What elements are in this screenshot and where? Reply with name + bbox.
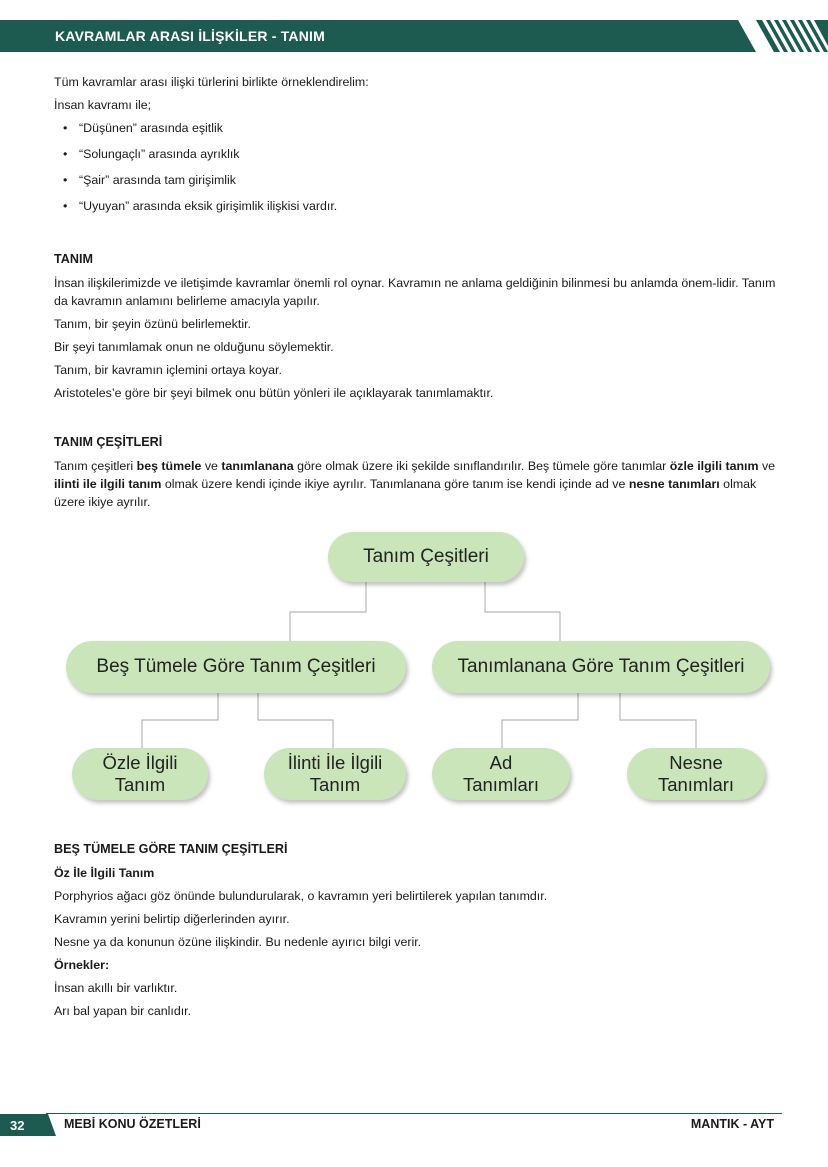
section-title: TANIM — [54, 252, 93, 266]
list-item: • “Uyuyan” arasında eksik girişimlik ilişkisi vardır. — [54, 197, 780, 215]
paragraph: İnsan ilişkilerimizde ve iletişimde kavramlar önemli rol oynar. Kavramın ne anlama geldiğinin bilinmesi bu anlamda önem-lidir. Tanım da kavramın anlamını belirleme amacıyla yapılır. — [54, 276, 776, 308]
footer-subject: MANTIK - AYT — [690, 1117, 774, 1131]
section-title: BEŞ TÜMELE GÖRE TANIM ÇEŞİTLERİ — [54, 842, 288, 856]
diagram-node-bes-tumele: Beş Tümele Göre Tanım Çeşitleri — [66, 641, 406, 693]
sub-title: Öz İle İlgili Tanım — [54, 866, 155, 880]
diagram-leaf-nesne-tanimlari: Nesne Tanımları — [627, 748, 765, 800]
tanim-section — [54, 250, 780, 407]
intro-line: Tüm kavramlar arası ilişki türlerini birlikte örneklendirelim: — [54, 75, 369, 89]
example-line: Arı bal yapan bir canlıdır. — [54, 1004, 192, 1018]
paragraph: Tanım, bir şeyin özünü belirlemektir. — [54, 317, 251, 331]
header-bar — [0, 20, 828, 52]
section-title: TANIM ÇEŞİTLERİ — [54, 435, 163, 449]
footer-series-title: MEBİ KONU ÖZETLERİ — [64, 1117, 201, 1131]
list-item: • “Şair” arasında tam girişimlik — [54, 171, 780, 189]
header-stripes-decoration — [738, 20, 828, 52]
intro-bullet-list — [54, 119, 780, 215]
diagram-leaf-ad-tanimlari: Ad Tanımları — [432, 748, 570, 800]
intro-section — [54, 73, 780, 223]
examples-label: Örnekler: — [54, 958, 110, 972]
footer-divider — [46, 1113, 782, 1114]
paragraph: Tanım çeşitleri beş tümele ve tanımlanana göre olmak üzere iki şekilde sınıflandırılır. Beş tümele göre tanımlar özle ilgili tanım ve ilinti ile ilgili tanım olmak üzere kendi içinde ikiye ayrılır. Tanımlanana göre tanım ise kendi içinde ad ve nesne tanımları olmak üzere ikiye ayrılır. — [54, 459, 776, 509]
paragraph: Kavramın yerini belirtip diğerlerinden ayırır. — [54, 912, 290, 926]
diagram-leaf-ilinti-ile-ilgili: İlinti İle İlgili Tanım — [264, 748, 406, 800]
footer-slant-decoration — [38, 1111, 56, 1136]
example-line: İnsan akıllı bir varlıktır. — [54, 981, 178, 995]
page-number: 32 — [0, 1114, 48, 1136]
paragraph: Bir şeyi tanımlamak onun ne olduğunu söylemektir. — [54, 340, 334, 354]
list-item: • “Düşünen” arasında eşitlik — [54, 119, 780, 137]
intro-line: İnsan kavramı ile; — [54, 98, 152, 112]
tanim-cesitleri-section — [54, 433, 780, 516]
diagram-node-tanimlanana: Tanımlanana Göre Tanım Çeşitleri — [432, 641, 770, 693]
bes-tumele-section — [54, 840, 780, 1025]
page-title: KAVRAMLAR ARASI İLİŞKİLER - TANIM — [55, 28, 325, 44]
diagram-root-node: Tanım Çeşitleri — [328, 532, 524, 582]
paragraph: Aristoteles’e göre bir şeyi bilmek onu bütün yönleri ile açıklayarak tanımlamaktır. — [54, 386, 494, 400]
diagram-leaf-ozle-ilgili: Özle İlgili Tanım — [72, 748, 208, 800]
paragraph: Tanım, bir kavramın içlemini ortaya koyar. — [54, 363, 282, 377]
paragraph: Nesne ya da konunun özüne ilişkindir. Bu nedenle ayırıcı bilgi verir. — [54, 935, 422, 949]
paragraph: Porphyrios ağacı göz önünde bulundurularak, o kavramın yeri belirtilerek yapılan tanımdır. — [54, 889, 548, 903]
list-item: • “Solungaçlı” arasında ayrıklık — [54, 145, 780, 163]
